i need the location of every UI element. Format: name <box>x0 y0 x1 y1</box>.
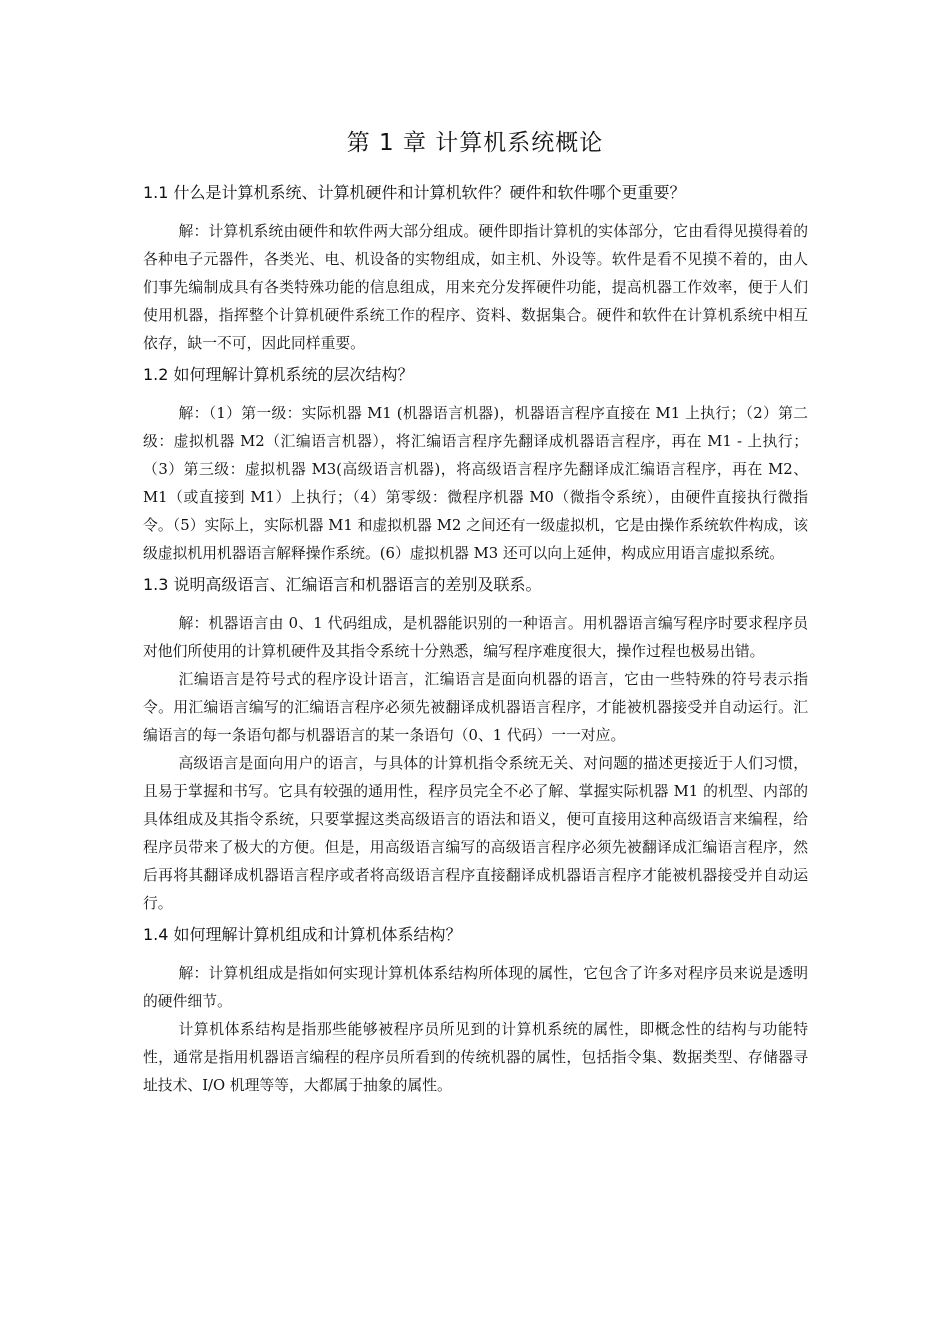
section-1-3 <box>143 568 808 918</box>
chapter-title: 第 1 章 计算机系统概论 <box>346 130 604 156</box>
question-heading: 1.2 如何理解计算机系统的层次结构？ <box>143 365 414 384</box>
question-heading: 1.1 什么是计算机系统、计算机硬件和计算机软件？硬件和软件哪个更重要？ <box>143 183 686 202</box>
answer-paragraph: 计算机体系结构是指那些能够被程序员所见到的计算机系统的属性，即概念性的结构与功能特性，通常是指用机器语言编程的程序员所看到的传统机器的属性，包括指令集、数据类型、存储器寻址技术、I/O 机理等等，大都属于抽象的属性。 <box>143 1021 808 1094</box>
document-body <box>143 176 808 1100</box>
answer-paragraph: 解：机器语言由 0、1 代码组成，是机器能识别的一种语言。用机器语言编写程序时要求程序员对他们所使用的计算机硬件及其指令系统十分熟悉，编写程序难度很大，操作过程也极易出错。 <box>143 615 808 660</box>
question-heading: 1.3 说明高级语言、汇编语言和机器语言的差别及联系。 <box>143 575 542 594</box>
answer-paragraph: 解：（1）第一级：实际机器 M1 (机器语言机器)，机器语言程序直接在 M1 上执行；（2）第二级：虚拟机器 M2（汇编语言机器），将汇编语言程序先翻译成机器语言程序，再在 M1 - 上执行；（3）第三级：虚拟机器 M3(高级语言机器)，将高级语言程序先翻译成汇编语言程序，再在 M2、M1（或直接到 M1）上执行；（4）第零级：微程序机器 M0（微指令系统），由硬件直接执行微指令。（5）实际上，实际机器 M1 和虚拟机器 M2 之间还有一级虚拟机，它是由操作系统软件构成，该级虚拟机用机器语言解释操作系统。(6）虚拟机器 M3 还可以向上延伸，构成应用语言虚拟系统。 <box>143 405 808 562</box>
question-heading: 1.4 如何理解计算机组成和计算机体系结构？ <box>143 925 462 944</box>
answer-paragraph: 高级语言是面向用户的语言，与具体的计算机指令系统无关、对问题的描述更接近于人们习惯，且易于掌握和书写。它具有较强的通用性，程序员完全不必了解、掌握实际机器 M1 的机型、内部的具体组成及其指令系统，只要掌握这类高级语言的语法和语义，便可直接用这种高级语言来编程，给程序员带来了极大的方便。但是，用高级语言编写的高级语言程序必须先被翻译成汇编语言程序，然后再将其翻译成机器语言程序或者将高级语言程序直接翻译成机器语言程序才能被机器接受并自动运行。 <box>143 755 808 912</box>
section-1-4 <box>143 918 808 1100</box>
section-1-1 <box>143 176 808 358</box>
answer-paragraph: 解：计算机组成是指如何实现计算机体系结构所体现的属性，它包含了许多对程序员来说是透明的硬件细节。 <box>143 965 808 1010</box>
section-1-2 <box>143 358 808 568</box>
answer-paragraph: 解：计算机系统由硬件和软件两大部分组成。硬件即指计算机的实体部分，它由看得见摸得着的各种电子元器件，各类光、电、机设备的实物组成，如主机、外设等。软件是看不见摸不着的，由人们事先编制成具有各类特殊功能的信息组成，用来充分发挥硬件功能，提高机器工作效率，便于人们使用机器，指挥整个计算机硬件系统工作的程序、资料、数据集合。硬件和软件在计算机系统中相互依存，缺一不可，因此同样重要。 <box>143 223 808 352</box>
answer-paragraph: 汇编语言是符号式的程序设计语言，汇编语言是面向机器的语言，它由一些特殊的符号表示指令。用汇编语言编写的汇编语言程序必须先被翻译成机器语言程序，才能被机器接受并自动运行。汇编语言的每一条语句都与机器语言的某一条语句（0、1 代码）一一对应。 <box>143 671 808 744</box>
